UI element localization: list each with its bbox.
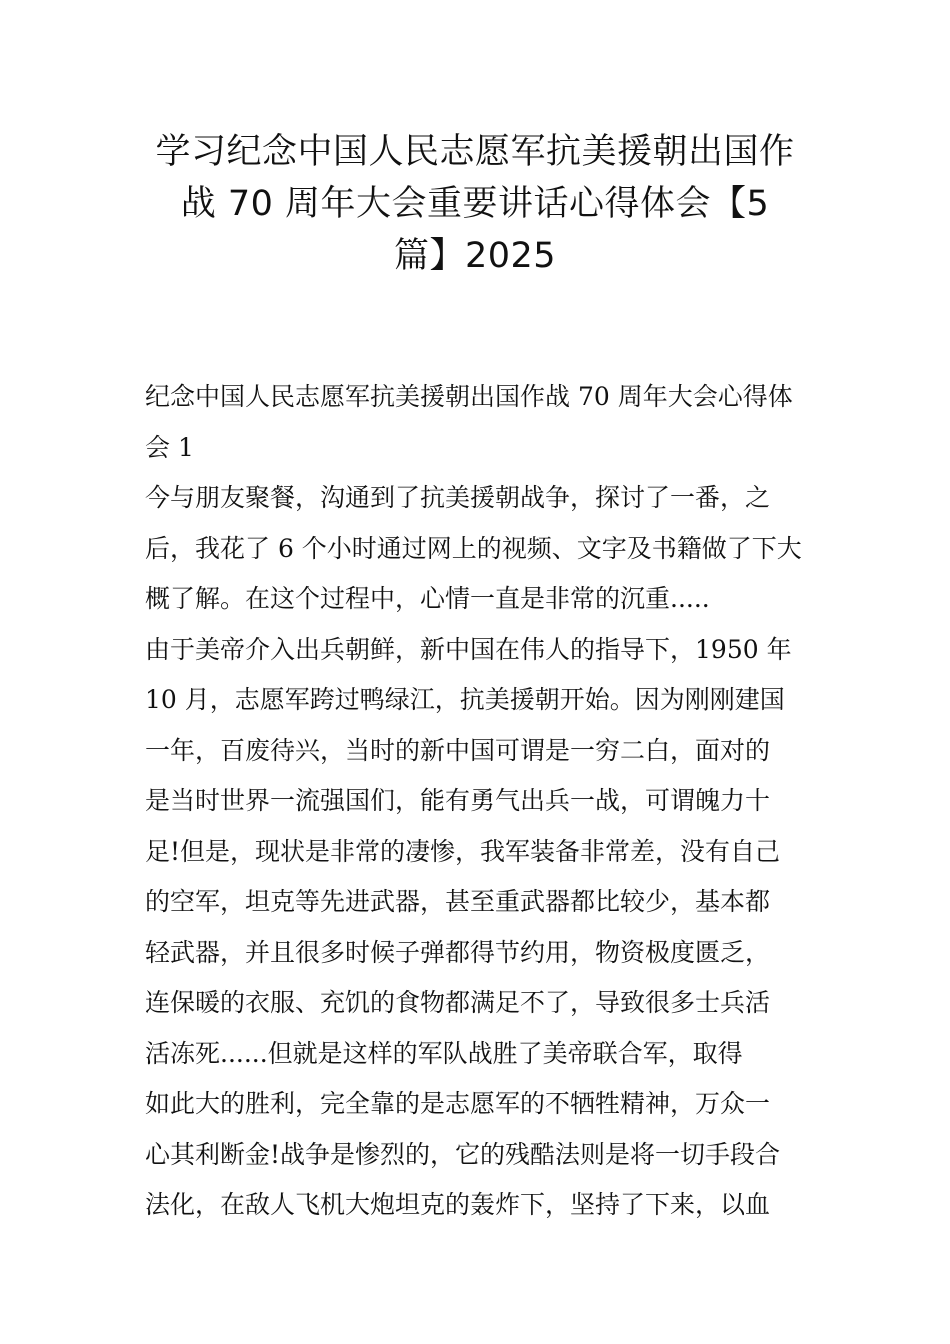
- body-line: 连保暖的衣服、充饥的食物都满足不了，导致很多士兵活: [145, 988, 771, 1017]
- body-line: 足!但是，现状是非常的凄惨，我军装备非常差，没有自己: [145, 836, 781, 866]
- title-line: 战 70 周年大会重要讲话心得体会【5: [180, 184, 770, 224]
- body-line: 后，我花了 6 个小时通过网上的视频、文字及书籍做了下大: [145, 533, 802, 563]
- document-title: [140, 126, 810, 282]
- body-line: 心其利断金!战争是惨烈的，它的残酷法则是将一切手段合: [145, 1139, 781, 1169]
- body-line: 的空军，坦克等先进武器，甚至重武器都比较少，基本都: [145, 887, 771, 916]
- body-line: 是当时世界一流强国们，能有勇气出兵一战，可谓魄力十: [145, 786, 771, 815]
- body-line: 如此大的胜利，完全靠的是志愿军的不牺牲精神，万众一: [145, 1089, 771, 1118]
- body-line: 由于美帝介入出兵朝鲜，新中国在伟人的指导下，1950 年: [145, 634, 792, 664]
- document-body: [145, 372, 810, 1231]
- body-line: 活冻死......但就是这样的军队战胜了美帝联合军，取得: [145, 1038, 743, 1068]
- title-line: 篇】2025: [393, 236, 557, 276]
- body-line: 会 1: [145, 432, 194, 462]
- body-line: 10 月，志愿军跨过鸭绿江，抗美援朝开始。因为刚刚建国: [145, 685, 785, 714]
- body-line: 今与朋友聚餐，沟通到了抗美援朝战争，探讨了一番，之: [145, 483, 771, 512]
- body-line: 概了解。在这个过程中，心情一直是非常的沉重.....: [145, 584, 710, 613]
- body-line: 轻武器，并且很多时候子弹都得节约用，物资极度匮乏，: [145, 937, 771, 967]
- title-line: 学习纪念中国人民志愿军抗美援朝出国作: [155, 132, 795, 172]
- body-line: 纪念中国人民志愿军抗美援朝出国作战 70 周年大会心得体: [145, 382, 793, 411]
- body-line: 法化，在敌人飞机大炮坦克的轰炸下，坚持了下来，以血: [145, 1190, 771, 1219]
- body-line: 一年，百废待兴，当时的新中国可谓是一穷二白，面对的: [145, 735, 771, 765]
